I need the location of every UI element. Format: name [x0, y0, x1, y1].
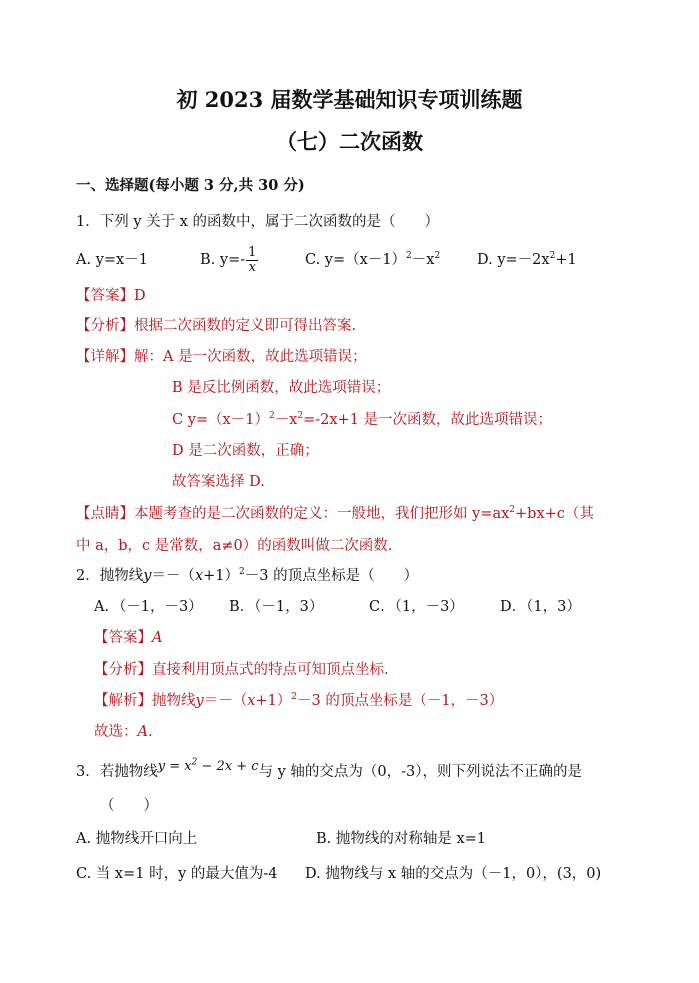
- q1-detail3-exp: 2: [268, 411, 275, 422]
- q1-detail-line5: 故答案选择 D.: [172, 474, 265, 490]
- q1-answer-tag: 【答案】: [76, 288, 134, 304]
- q1-detail3-b: －x: [274, 412, 298, 428]
- q2-choice-c: .: [147, 724, 153, 740]
- q1-option-b-denominator: x: [248, 259, 256, 275]
- q1-point-tag: 【点睛】: [76, 506, 134, 522]
- q2-choice-b: A: [137, 724, 148, 740]
- q1-option-c: [305, 250, 440, 270]
- q1-stem: 1．下列 y 关于 x 的函数中，属于二次函数的是（ ）: [76, 214, 440, 230]
- q1-option-d-tail: +1: [555, 252, 577, 268]
- q3-formula-exp: 2: [191, 757, 198, 768]
- q1-detail-line4: D 是二次函数，正确；: [172, 443, 319, 459]
- q2-stem-a: 2．抛物线: [76, 568, 144, 584]
- q1-detail-line2: B 是反比例函数，故此选项错误；: [172, 380, 391, 396]
- q1-option-c-exp: 2: [406, 251, 412, 262]
- q2-solution-b: ＝－（: [203, 693, 248, 709]
- q2-solution-tag: 【解析】: [94, 693, 152, 709]
- q1-point-exp: 2: [509, 505, 516, 516]
- section-heading: 一、选择题(每小题 3 分,共 30 分): [76, 177, 305, 194]
- q2-solution-exp: 2: [291, 692, 297, 703]
- q2-choice-a: 故选：: [94, 724, 138, 740]
- q1-detail-line1: 解：A 是一次函数，故此选项错误；: [134, 349, 367, 365]
- q2-answer: [94, 628, 162, 648]
- q2-answer-tag: 【答案】: [94, 630, 152, 646]
- q3-stem-a: 3．若抛物线: [76, 764, 158, 780]
- q1-detail-tag: 【详解】: [76, 349, 134, 365]
- q3-stem-b: 与 y 轴的交点为（0，-3），则下列说法不正确的是: [258, 764, 583, 780]
- q2-solution-x: x: [247, 693, 256, 709]
- q2-solution: [94, 691, 503, 711]
- q1-option-a: A. y=x－1: [76, 252, 148, 268]
- q1-option-c-text: C. y=（x－1）: [305, 252, 407, 268]
- q2-option-a: A．（－1，－3）: [94, 599, 203, 615]
- q1-option-c-tail: －x: [411, 252, 435, 268]
- q3-stem-paren: （ ）: [100, 798, 158, 814]
- q3-option-a: A. 抛物线开口向上: [76, 831, 198, 847]
- q2-choice: [94, 722, 153, 742]
- q3-option-b: B. 抛物线的对称轴是 x=1: [316, 831, 487, 847]
- q2-analysis-text: 直接利用顶点式的特点可知顶点坐标.: [152, 662, 389, 678]
- q2-stem: [76, 566, 418, 586]
- q1-point-text-b: +bx+c（其: [515, 506, 594, 522]
- q1-point-text-a: 本题考查的是二次函数的定义：一般地，我们把形如 y=ax: [134, 506, 510, 522]
- q2-option-d: D．（1，3）: [500, 599, 581, 615]
- q2-option-c: C．（1，－3）: [369, 599, 464, 615]
- q1-answer: [76, 286, 146, 306]
- q2-answer-value: A: [152, 630, 163, 646]
- q3-formula-a: y = x: [157, 759, 192, 774]
- q3-formula: [158, 759, 259, 774]
- q2-analysis: [94, 660, 389, 680]
- q1-point: [76, 504, 594, 524]
- document-title: 初 2023 届数学基础知识专项训练题: [176, 87, 523, 112]
- q1-option-b-prefix: B. y=-: [200, 252, 246, 268]
- q1-detail-line3: [172, 410, 552, 430]
- q2-solution-d: －3 的顶点坐标是（－1，－3）: [297, 693, 504, 709]
- q2-stem-c: +1）: [203, 568, 239, 584]
- q1-detail3-a: C y=（x－1）: [172, 412, 269, 428]
- q2-solution-y: y: [195, 693, 204, 709]
- q1-detail: [76, 347, 367, 367]
- q1-option-d-text: D. y=－2x: [477, 252, 550, 268]
- q1-answer-value: D: [134, 288, 146, 304]
- q1-option-c-exp2: 2: [434, 251, 441, 262]
- q1-option-d: [477, 250, 577, 270]
- q3-option-c: C. 当 x=1 时，y 的最大值为-4: [76, 866, 278, 882]
- q3-option-d: D. 抛物线与 x 轴的交点为（－1，0），(3，0): [305, 866, 602, 882]
- q1-analysis-tag: 【分析】: [76, 318, 134, 334]
- q2-stem-d: －3 的顶点坐标是（ ）: [244, 568, 419, 584]
- q2-stem-b: ＝－（: [151, 568, 195, 584]
- document-subtitle: （七）二次函数: [276, 129, 423, 154]
- q1-detail3-c: =-2x+1 是一次函数，故此选项错误；: [303, 412, 553, 428]
- q1-option-b-fraction: [246, 246, 258, 275]
- q1-option-d-exp: 2: [549, 251, 556, 262]
- q2-solution-c: +1）: [255, 693, 292, 709]
- q1-analysis: [76, 316, 356, 336]
- q3-formula-b: − 2x + c: [197, 759, 259, 774]
- q2-stem-exp: 2: [239, 567, 245, 578]
- q2-solution-a: 抛物线: [152, 693, 196, 709]
- q1-analysis-text: 根据二次函数的定义即可得出答案.: [134, 318, 357, 334]
- q1-point-line2: 中 a，b，c 是常数，a≠0）的函数叫做二次函数.: [76, 538, 393, 554]
- q2-stem-y: y: [143, 568, 152, 584]
- q2-analysis-tag: 【分析】: [94, 662, 152, 678]
- q1-detail3-exp2: 2: [297, 411, 304, 422]
- q2-option-b: B．（－1，3）: [229, 599, 324, 615]
- q2-stem-x: x: [194, 568, 204, 584]
- q1-option-b: [200, 240, 259, 280]
- q3-stem: [76, 757, 583, 783]
- q1-option-b-numerator: 1: [248, 244, 257, 260]
